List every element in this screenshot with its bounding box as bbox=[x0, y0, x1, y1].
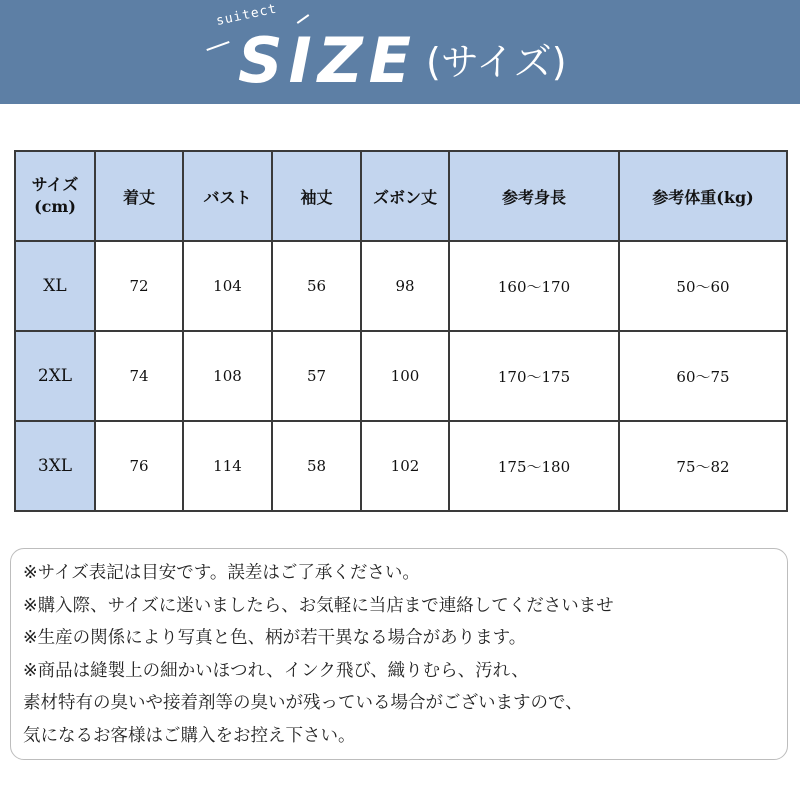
table-cell: 60～75 bbox=[619, 331, 787, 421]
table-cell: 74 bbox=[95, 331, 183, 421]
table-cell: 114 bbox=[183, 421, 272, 511]
table-cell: 160～170 bbox=[449, 241, 619, 331]
table-cell: 102 bbox=[361, 421, 449, 511]
page-subtitle: (サイズ) bbox=[426, 40, 567, 84]
note-line: ※生産の関係により写真と色、柄が若干異なる場合があります。 bbox=[23, 628, 527, 648]
table-row bbox=[15, 241, 787, 331]
table-cell: 100 bbox=[361, 331, 449, 421]
column-header-sleeve: 袖丈 bbox=[272, 151, 361, 241]
row-size-label: 2XL bbox=[15, 331, 95, 421]
row-size-label: XL bbox=[15, 241, 95, 331]
note-line: 気になるお客様はご購入をお控え下さい。 bbox=[23, 725, 356, 746]
column-header-size: サイズ (cm) bbox=[15, 151, 95, 241]
table-cell: 75～82 bbox=[619, 421, 787, 511]
table-cell: 58 bbox=[272, 421, 361, 511]
table-cell: 76 bbox=[95, 421, 183, 511]
column-header-ref-height: 参考身長 bbox=[449, 151, 619, 241]
table-row bbox=[15, 421, 787, 511]
size-chart-table bbox=[14, 150, 788, 512]
table-cell: 104 bbox=[183, 241, 272, 331]
brand-dash-decoration bbox=[206, 41, 229, 51]
column-header-length: 着丈 bbox=[95, 151, 183, 241]
column-header-pants-length: ズボン丈 bbox=[361, 151, 449, 241]
table-cell: 50～60 bbox=[619, 241, 787, 331]
brand-dash-decoration bbox=[297, 14, 310, 24]
table-cell: 56 bbox=[272, 241, 361, 331]
page-title: SIZE bbox=[238, 24, 418, 97]
table-cell: 57 bbox=[272, 331, 361, 421]
table-cell: 175～180 bbox=[449, 421, 619, 511]
row-size-label: 3XL bbox=[15, 421, 95, 511]
note-line: 素材特有の臭いや接着剤等の臭いが残っている場合がございますので、 bbox=[23, 693, 583, 713]
note-line: ※購入際、サイズに迷いましたら、お気軽に当店まで連絡してくださいませ bbox=[23, 595, 614, 616]
note-line: ※商品は縫製上の細かいほつれ、インク飛び、織りむら、汚れ、 bbox=[23, 660, 529, 681]
table-cell: 98 bbox=[361, 241, 449, 331]
table-cell: 72 bbox=[95, 241, 183, 331]
title-banner bbox=[0, 0, 800, 104]
notes-box bbox=[10, 548, 788, 760]
column-header-bust: バスト bbox=[183, 151, 272, 241]
table-cell: 170～175 bbox=[449, 331, 619, 421]
table-header-row bbox=[15, 151, 787, 241]
table-row bbox=[15, 331, 787, 421]
table-cell: 108 bbox=[183, 331, 272, 421]
note-line: ※サイズ表記は目安です。誤差はご了承ください。 bbox=[23, 563, 420, 583]
column-header-ref-weight: 参考体重(kg) bbox=[619, 151, 787, 241]
brand-name: suitect bbox=[214, 1, 279, 29]
